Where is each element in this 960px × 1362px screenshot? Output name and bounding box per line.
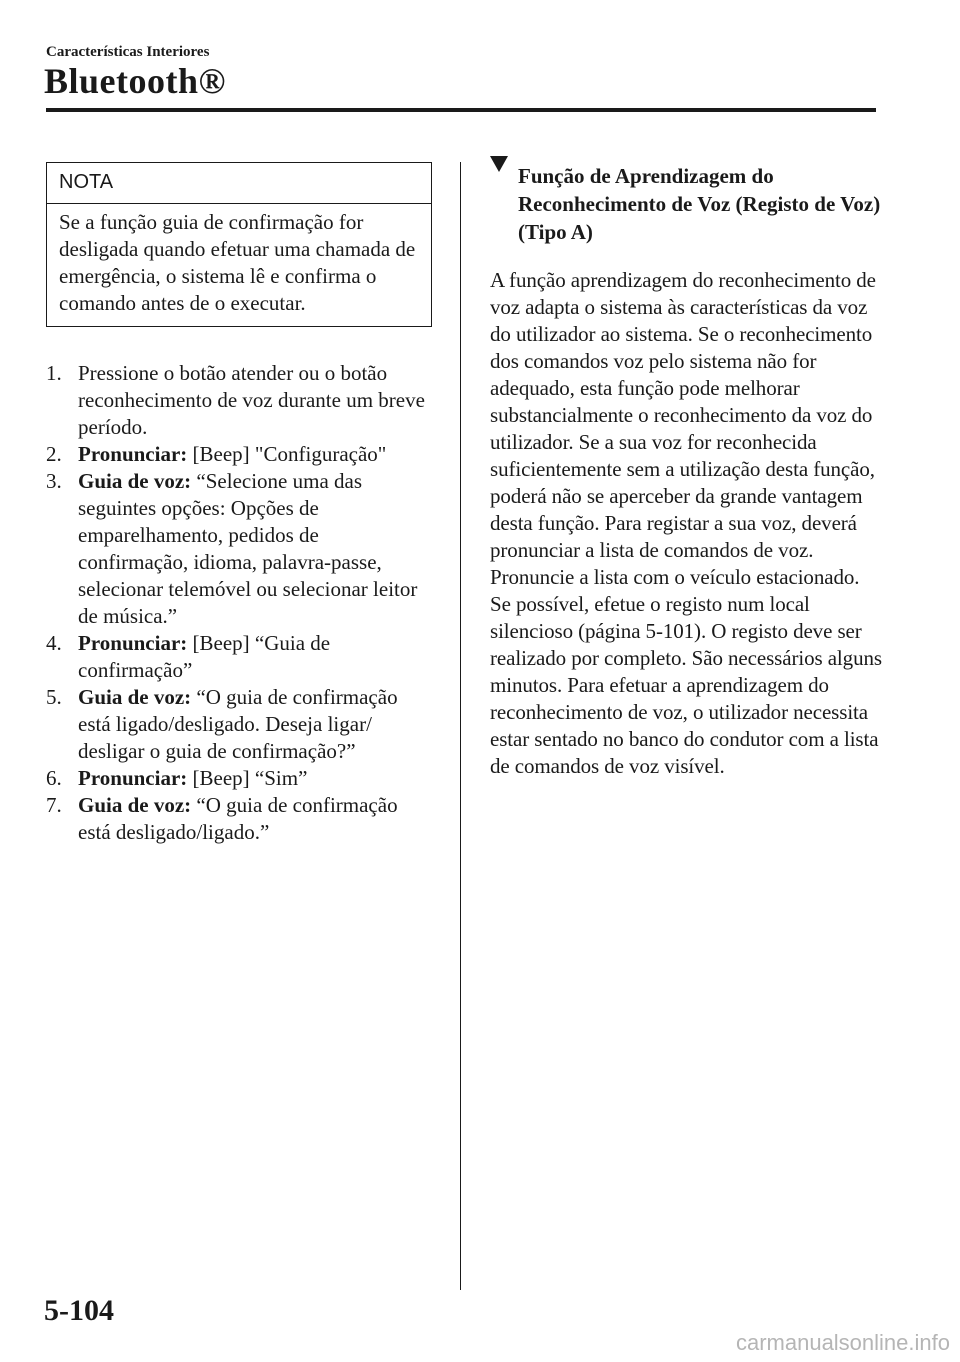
step-number: 2. (46, 442, 62, 466)
triangle-down-icon (490, 162, 518, 246)
step-label: Guia de voz: (78, 469, 192, 493)
step-body: [Beep] “Guia de confirmação” (78, 631, 331, 682)
step-body: “O guia de confirmação está ligado/desligado. Deseja ligar/ desligar o guia de confirmação?” (78, 685, 398, 763)
step-number: 3. (46, 469, 62, 493)
column-divider (460, 162, 461, 1290)
steps-list (46, 360, 432, 846)
left-column (46, 162, 432, 846)
step-number: 6. (46, 766, 62, 790)
watermark: carmanualsonline.info (735, 1330, 950, 1355)
list-item (46, 630, 432, 684)
step-label: Pronunciar: (78, 631, 188, 655)
step-number: 1. (46, 361, 62, 385)
page-number: 5-104 (44, 1294, 114, 1327)
section-heading-text: Função de Aprendizagem do Reconhecimento de Voz (Registo de Voz) (Tipo A) (518, 164, 881, 244)
step-body: [Beep] "Configuração" (187, 442, 387, 466)
list-item (46, 360, 432, 441)
step-body: [Beep] “Sim” (187, 766, 308, 790)
step-number: 7. (46, 793, 62, 817)
list-item (46, 684, 432, 765)
step-text (78, 468, 432, 630)
step-body: “O guia de confirmação está desligado/ligado.” (78, 793, 398, 844)
step-label: Guia de voz: (78, 685, 192, 709)
section-label: Características Interiores (46, 44, 210, 60)
step-text (78, 792, 432, 846)
step-body: Pressione o botão atender ou o botão reconhecimento de voz durante um breve período. (78, 361, 425, 439)
step-number: 4. (46, 631, 62, 655)
list-item (46, 765, 432, 792)
step-label: Pronunciar: (78, 766, 188, 790)
note-title: NOTA (47, 163, 431, 204)
list-item (46, 792, 432, 846)
note-body: Se a função guia de confirmação for desligada quando efetuar uma chamada de emergência, o sistema lê e confirma o comando antes de o executar. (59, 210, 416, 315)
list-item (46, 468, 432, 630)
list-item (46, 441, 432, 468)
note-box (46, 162, 432, 327)
right-column (490, 162, 882, 780)
page-title: Bluetooth® (44, 61, 226, 101)
step-text (78, 630, 432, 684)
header-divider (46, 108, 876, 112)
step-label: Pronunciar: (78, 442, 188, 466)
step-text (78, 441, 432, 468)
section-body: A função aprendizagem do reconhecimento de voz adapta o sistema às características da voz do utilizador ao sistema. Se o reconhecimento dos comandos voz pelo sistema não for adequado, esta função pode melhorar substancialmente o reconhecimento da voz do utilizador. Se a sua voz for reconhecida suficientemente sem a utilização desta função, poderá não se aperceber da grande vantagem desta função. Para registar a sua voz, deverá pronunciar a lista de comandos de voz. Pronuncie a lista com o veículo estacionado. Se possível, efetue o registo num local silencioso (página 5-101). O registo deve ser realizado por completo. São necessários alguns minutos. Para efetuar a aprendizagem do reconhecimento de voz, o utilizador necessita estar sentado no banco do condutor com a lista de comandos de voz visível. (490, 268, 882, 778)
step-text (78, 684, 432, 765)
step-label: Guia de voz: (78, 793, 192, 817)
step-number: 5. (46, 685, 62, 709)
section-heading (490, 162, 882, 246)
step-text (78, 360, 432, 441)
step-text (78, 765, 432, 792)
step-body: “Selecione uma das seguintes opções: Opções de emparelhamento, pedidos de confirmação, idioma, palavra-passe, selecionar telemóvel ou selecionar leitor de música.” (78, 469, 418, 628)
